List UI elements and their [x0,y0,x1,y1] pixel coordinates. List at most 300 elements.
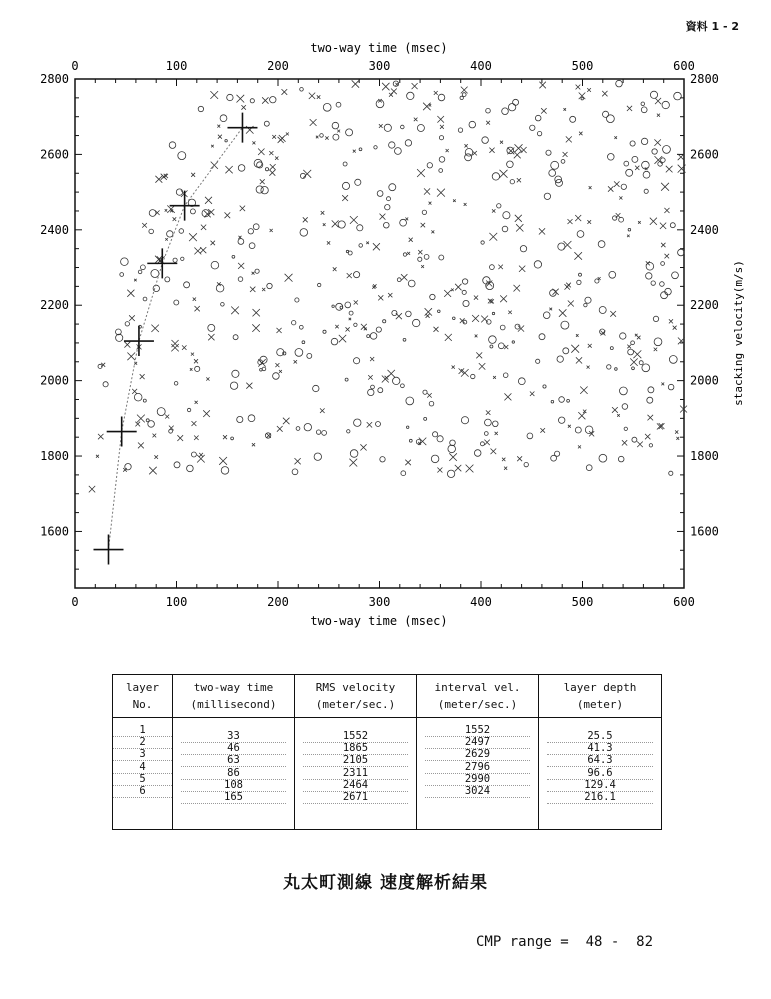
semblance-pick-circle [438,310,441,313]
semblance-pick-circle [221,303,225,307]
semblance-pick-circle [157,408,165,416]
y-tick-label-left: 2800 [40,72,69,86]
x-tick-label-top: 200 [267,59,289,73]
semblance-pick-circle [273,373,280,380]
semblance-pick-cross [165,415,169,419]
semblance-pick-circle [248,229,253,234]
semblance-pick-cross [568,301,574,307]
semblance-pick-circle [153,285,159,291]
column-rms-velocity [295,718,416,826]
semblance-pick-cross [405,460,411,466]
semblance-pick-cross [578,445,581,448]
semblance-pick-cross [379,124,383,128]
y-tick-label-right: 2400 [690,222,719,237]
semblance-pick-cross [333,267,337,271]
table-cell-layer-depth: 129.4 [547,779,653,792]
table-body-row [113,718,662,830]
semblance-pick-circle [469,121,476,128]
semblance-pick-cross [154,455,158,459]
semblance-pick-circle [641,102,645,106]
semblance-pick-cross [223,435,227,439]
semblance-pick-circle [500,325,505,330]
semblance-pick-circle [307,353,312,358]
semblance-pick-cross [575,215,581,221]
semblance-pick-circle [345,302,351,308]
y-tick-label-left: 2400 [40,222,69,237]
semblance-pick-circle [609,271,616,278]
semblance-pick-circle [238,239,244,245]
semblance-pick-cross [637,442,643,448]
semblance-pick-circle [423,390,427,394]
semblance-pick-cross [654,139,661,146]
x-tick-label-bottom: 100 [165,595,188,609]
x-tick-label-top: 600 [673,59,695,73]
x-tick-label-top: 100 [165,59,188,73]
x-tick-label-bottom: 500 [571,595,594,609]
semblance-pick-cross [210,91,218,99]
semblance-pick-circle [267,283,272,288]
semblance-pick-cross [409,238,413,242]
semblance-pick-circle [447,470,454,477]
semblance-pick-cross [635,166,639,170]
semblance-pick-circle [354,358,360,364]
semblance-pick-cross [493,376,496,379]
semblance-pick-circle [227,94,233,100]
semblance-pick-cross [316,136,319,139]
picked-velocity-marker [124,326,154,356]
semblance-pick-cross [514,285,521,292]
x-axis-title-bottom: two-way time (msec) [310,614,448,628]
semblance-pick-cross [407,252,410,255]
semblance-pick-circle [652,149,657,154]
semblance-pick-cross [317,95,321,99]
semblance-pick-circle [662,101,669,108]
semblance-pick-circle [383,320,386,323]
semblance-pick-cross [278,137,284,143]
semblance-pick-circle [403,338,406,341]
semblance-pick-cross [451,289,454,292]
semblance-pick-cross [129,315,135,321]
semblance-pick-circle [644,189,648,193]
semblance-pick-cross [295,458,301,464]
semblance-pick-cross [564,108,567,111]
semblance-pick-circle [585,426,593,434]
semblance-pick-circle [406,311,412,317]
semblance-pick-cross [655,98,661,104]
semblance-pick-circle [439,255,444,260]
semblance-pick-circle [607,115,615,123]
semblance-pick-cross [504,467,507,470]
semblance-pick-cross [539,82,546,89]
semblance-pick-circle [639,361,643,365]
semblance-pick-circle [333,134,339,140]
column-layer-depth [539,718,661,826]
semblance-pick-cross [89,486,95,493]
table-cell-layer-no: 1 [113,724,172,737]
semblance-pick-cross [504,345,508,349]
semblance-pick-circle [598,241,605,248]
semblance-pick-cross [252,272,255,275]
semblance-pick-circle [238,277,243,282]
semblance-pick-circle [584,303,587,306]
semblance-pick-cross [421,223,426,227]
semblance-pick-cross [452,366,455,369]
semblance-pick-cross [140,374,145,379]
semblance-pick-cross [337,130,340,133]
x-axis-title-top: two-way time (msec) [310,41,448,55]
semblance-pick-circle [648,387,654,393]
semblance-pick-cross [500,295,507,302]
semblance-pick-cross [666,166,673,173]
semblance-pick-circle [549,170,556,177]
semblance-pick-cross [587,366,590,369]
figure-caption: 丸太町測線 速度解析結果 [283,873,488,893]
semblance-pick-circle [544,193,550,199]
semblance-pick-circle [389,184,396,191]
semblance-pick-circle [348,251,352,255]
semblance-pick-cross [616,213,621,218]
semblance-pick-circle [231,437,234,440]
semblance-pick-cross [270,164,276,170]
semblance-pick-cross [502,458,505,461]
semblance-pick-cross [669,319,673,323]
semblance-pick-circle [489,336,497,344]
semblance-pick-circle [559,417,565,423]
plot-area-frame [75,79,684,588]
semblance-pick-circle [174,300,179,305]
semblance-pick-cross [530,392,535,397]
semblance-pick-circle [393,377,400,384]
semblance-pick-circle [120,273,124,277]
semblance-pick-cross [380,214,386,220]
semblance-pick-circle [149,229,154,234]
semblance-pick-circle [653,316,658,321]
semblance-pick-circle [151,270,159,278]
semblance-pick-circle [408,280,415,287]
semblance-pick-circle [322,431,327,436]
semblance-pick-circle [378,388,383,393]
semblance-pick-cross [349,459,357,467]
picked-velocity-marker [227,113,257,143]
column-layer-no [113,718,172,826]
semblance-pick-cross [541,108,547,113]
semblance-pick-circle [654,338,662,346]
semblance-pick-circle [503,212,510,219]
semblance-pick-cross [201,225,206,230]
semblance-pick-circle [174,462,180,468]
table-cell-layer-depth: 41.3 [547,742,653,755]
semblance-pick-cross [549,308,552,311]
semblance-pick-cross [589,186,592,189]
semblance-pick-cross [486,410,491,415]
semblance-pick-cross [385,376,389,380]
semblance-pick-cross [277,426,283,432]
semblance-pick-cross [378,295,383,300]
semblance-pick-cross [434,91,438,95]
semblance-pick-circle [253,224,259,230]
semblance-pick-cross [195,401,198,404]
semblance-pick-circle [413,319,420,326]
semblance-pick-circle [503,373,508,378]
semblance-pick-cross [347,273,352,278]
semblance-pick-circle [377,191,383,197]
column-two-way-time [173,718,294,826]
semblance-pick-circle [125,464,131,470]
table-cell-interval-velocity: 2796 [425,761,530,774]
semblance-pick-cross [370,357,374,361]
semblance-pick-circle [649,444,652,447]
semblance-pick-circle [626,169,633,176]
semblance-pick-circle [292,469,298,475]
semblance-pick-cross [192,421,197,426]
semblance-pick-cross [425,308,432,315]
semblance-pick-circle [220,115,227,122]
header-layer-depth: layer depth (meter) [539,675,662,718]
semblance-pick-circle [178,152,186,160]
semblance-pick-circle [512,341,514,343]
semblance-pick-cross [388,293,392,297]
semblance-pick-cross [657,114,660,117]
semblance-pick-cross [633,350,641,358]
semblance-pick-cross [675,430,678,433]
x-tick-label-top: 0 [71,59,79,73]
semblance-pick-cross [489,148,494,153]
semblance-pick-circle [647,397,653,403]
semblance-pick-circle [621,184,626,189]
semblance-pick-circle [355,179,361,185]
semblance-pick-circle [622,404,628,410]
semblance-pick-cross [382,83,389,91]
semblance-pick-cross [395,83,398,86]
semblance-pick-cross [269,170,275,176]
semblance-pick-circle [619,217,624,222]
semblance-pick-circle [570,116,576,122]
picked-velocity-line [109,128,243,550]
semblance-pick-cross [568,219,573,224]
y-tick-label-left: 2000 [40,373,69,388]
semblance-pick-circle [211,261,219,269]
semblance-pick-cross [580,387,587,394]
semblance-pick-circle [480,442,484,446]
semblance-pick-circle [668,384,674,390]
semblance-pick-cross [258,149,264,156]
semblance-pick-circle [349,311,353,315]
semblance-pick-circle [551,161,559,169]
semblance-pick-cross [205,197,212,204]
semblance-pick-cross [138,443,144,449]
semblance-pick-cross [627,106,632,111]
semblance-pick-cross [260,179,265,184]
table-cell-two-way-time: 63 [181,754,286,767]
semblance-pick-circle [632,437,637,442]
semblance-pick-circle [345,378,348,381]
semblance-pick-cross [576,334,579,337]
semblance-pick-cross [665,254,670,259]
semblance-pick-cross [495,432,498,435]
semblance-pick-cross [286,133,289,136]
semblance-pick-circle [148,421,155,428]
semblance-pick-circle [615,368,618,371]
semblance-pick-circle [300,229,308,237]
semblance-pick-cross [321,211,325,215]
table-cell-two-way-time: 108 [181,779,286,792]
semblance-pick-cross [252,324,259,332]
semblance-pick-circle [191,452,196,457]
semblance-pick-cross [521,147,527,153]
semblance-pick-circle [608,154,615,161]
semblance-pick-circle [599,307,606,314]
semblance-pick-cross [427,393,432,398]
y-tick-label-right: 2200 [690,298,719,313]
semblance-pick-circle [646,273,652,279]
semblance-pick-cross [389,93,393,97]
semblance-pick-circle [641,107,647,113]
semblance-pick-circle [143,399,146,402]
semblance-pick-cross [137,415,145,423]
semblance-pick-cross [445,334,452,341]
semblance-pick-circle [561,160,565,164]
semblance-pick-circle [389,142,395,148]
semblance-pick-circle [643,171,650,178]
semblance-pick-cross [576,357,582,363]
semblance-pick-circle [678,249,685,256]
semblance-pick-cross [514,151,521,158]
semblance-pick-cross [421,265,424,268]
semblance-pick-circle [465,154,472,161]
semblance-pick-cross [484,440,489,446]
semblance-pick-circle [661,292,668,299]
semblance-pick-cross [177,435,183,441]
semblance-pick-circle [624,427,627,430]
semblance-pick-circle [181,257,184,260]
semblance-pick-circle [264,121,269,126]
semblance-pick-circle [357,225,363,231]
semblance-pick-cross [437,116,444,123]
semblance-pick-cross [241,105,246,110]
semblance-pick-cross [661,183,669,191]
semblance-pick-circle [387,197,391,201]
semblance-pick-circle [518,378,525,385]
semblance-pick-circle [585,297,591,303]
semblance-pick-circle [262,367,266,371]
semblance-pick-circle [670,223,675,228]
semblance-pick-circle [397,278,401,282]
semblance-pick-circle [336,102,341,107]
x-tick-label-bottom: 300 [368,595,391,609]
semblance-pick-cross [218,135,222,139]
semblance-pick-circle [663,146,671,154]
semblance-pick-cross [294,360,297,363]
table-cell-rms-velocity: 2671 [303,791,408,804]
semblance-pick-circle [323,330,326,333]
semblance-pick-circle [458,128,462,132]
header-interval-velocity: interval vel. (meter/sec.) [417,675,539,718]
velocity-analysis-table [112,674,662,830]
semblance-pick-circle [628,349,634,355]
semblance-pick-circle [534,261,541,268]
semblance-pick-cross [252,443,255,446]
semblance-pick-cross [517,178,521,182]
semblance-pick-cross [661,383,664,386]
semblance-pick-cross [464,203,467,206]
semblance-pick-cross [367,422,372,427]
document-label: 資料 1 - 2 [685,20,739,33]
semblance-pick-circle [618,456,624,462]
semblance-pick-cross [664,208,669,213]
semblance-pick-cross [489,233,497,241]
semblance-pick-cross [437,468,442,473]
semblance-pick-cross [217,125,220,128]
table-cell-interval-velocity: 1552 [425,724,530,737]
semblance-pick-cross [576,85,581,90]
semblance-pick-circle [502,108,509,115]
semblance-pick-circle [586,465,592,471]
semblance-pick-circle [409,439,412,442]
semblance-pick-circle [295,298,299,302]
semblance-pick-cross [189,233,197,241]
semblance-pick-circle [401,384,405,388]
semblance-pick-cross [476,352,482,358]
semblance-pick-cross [579,93,586,100]
semblance-pick-circle [439,136,443,140]
semblance-pick-circle [543,385,546,388]
semblance-pick-circle [169,142,176,149]
semblance-pick-circle [248,415,255,422]
semblance-pick-circle [508,104,515,111]
semblance-pick-cross [614,181,620,186]
semblance-pick-cross [135,422,140,427]
semblance-pick-cross [627,345,631,349]
semblance-pick-cross [270,229,273,232]
semblance-pick-cross [566,283,571,288]
semblance-pick-circle [346,129,353,136]
semblance-pick-cross [391,89,397,95]
semblance-pick-circle [530,125,535,130]
semblance-pick-circle [490,265,495,270]
semblance-pick-cross [660,223,666,229]
semblance-pick-circle [481,241,484,244]
semblance-pick-cross [516,224,523,231]
semblance-pick-circle [524,462,528,466]
table-cell-two-way-time: 165 [181,791,286,804]
y-tick-label-left: 2600 [40,147,69,162]
picked-velocity-marker [93,535,123,565]
semblance-pick-circle [620,333,626,339]
semblance-pick-circle [187,408,190,411]
semblance-pick-cross [182,345,187,350]
semblance-pick-circle [669,356,677,364]
semblance-pick-circle [401,471,406,476]
y-tick-label-left: 1800 [40,449,69,464]
semblance-pick-circle [661,262,665,266]
semblance-pick-cross [272,135,276,139]
semblance-pick-cross [262,97,268,103]
semblance-pick-circle [300,88,304,92]
semblance-pick-circle [304,424,311,431]
semblance-pick-circle [498,343,504,349]
semblance-pick-cross [455,284,461,291]
semblance-pick-cross [206,377,209,380]
semblance-pick-circle [497,204,501,208]
y-tick-label-right: 1600 [690,524,719,539]
semblance-pick-circle [367,335,370,338]
semblance-pick-circle [179,229,184,234]
semblance-pick-circle [232,370,239,377]
semblance-pick-cross [279,370,282,373]
semblance-pick-cross [275,363,279,367]
semblance-pick-cross [568,425,571,428]
semblance-pick-cross [190,368,193,371]
